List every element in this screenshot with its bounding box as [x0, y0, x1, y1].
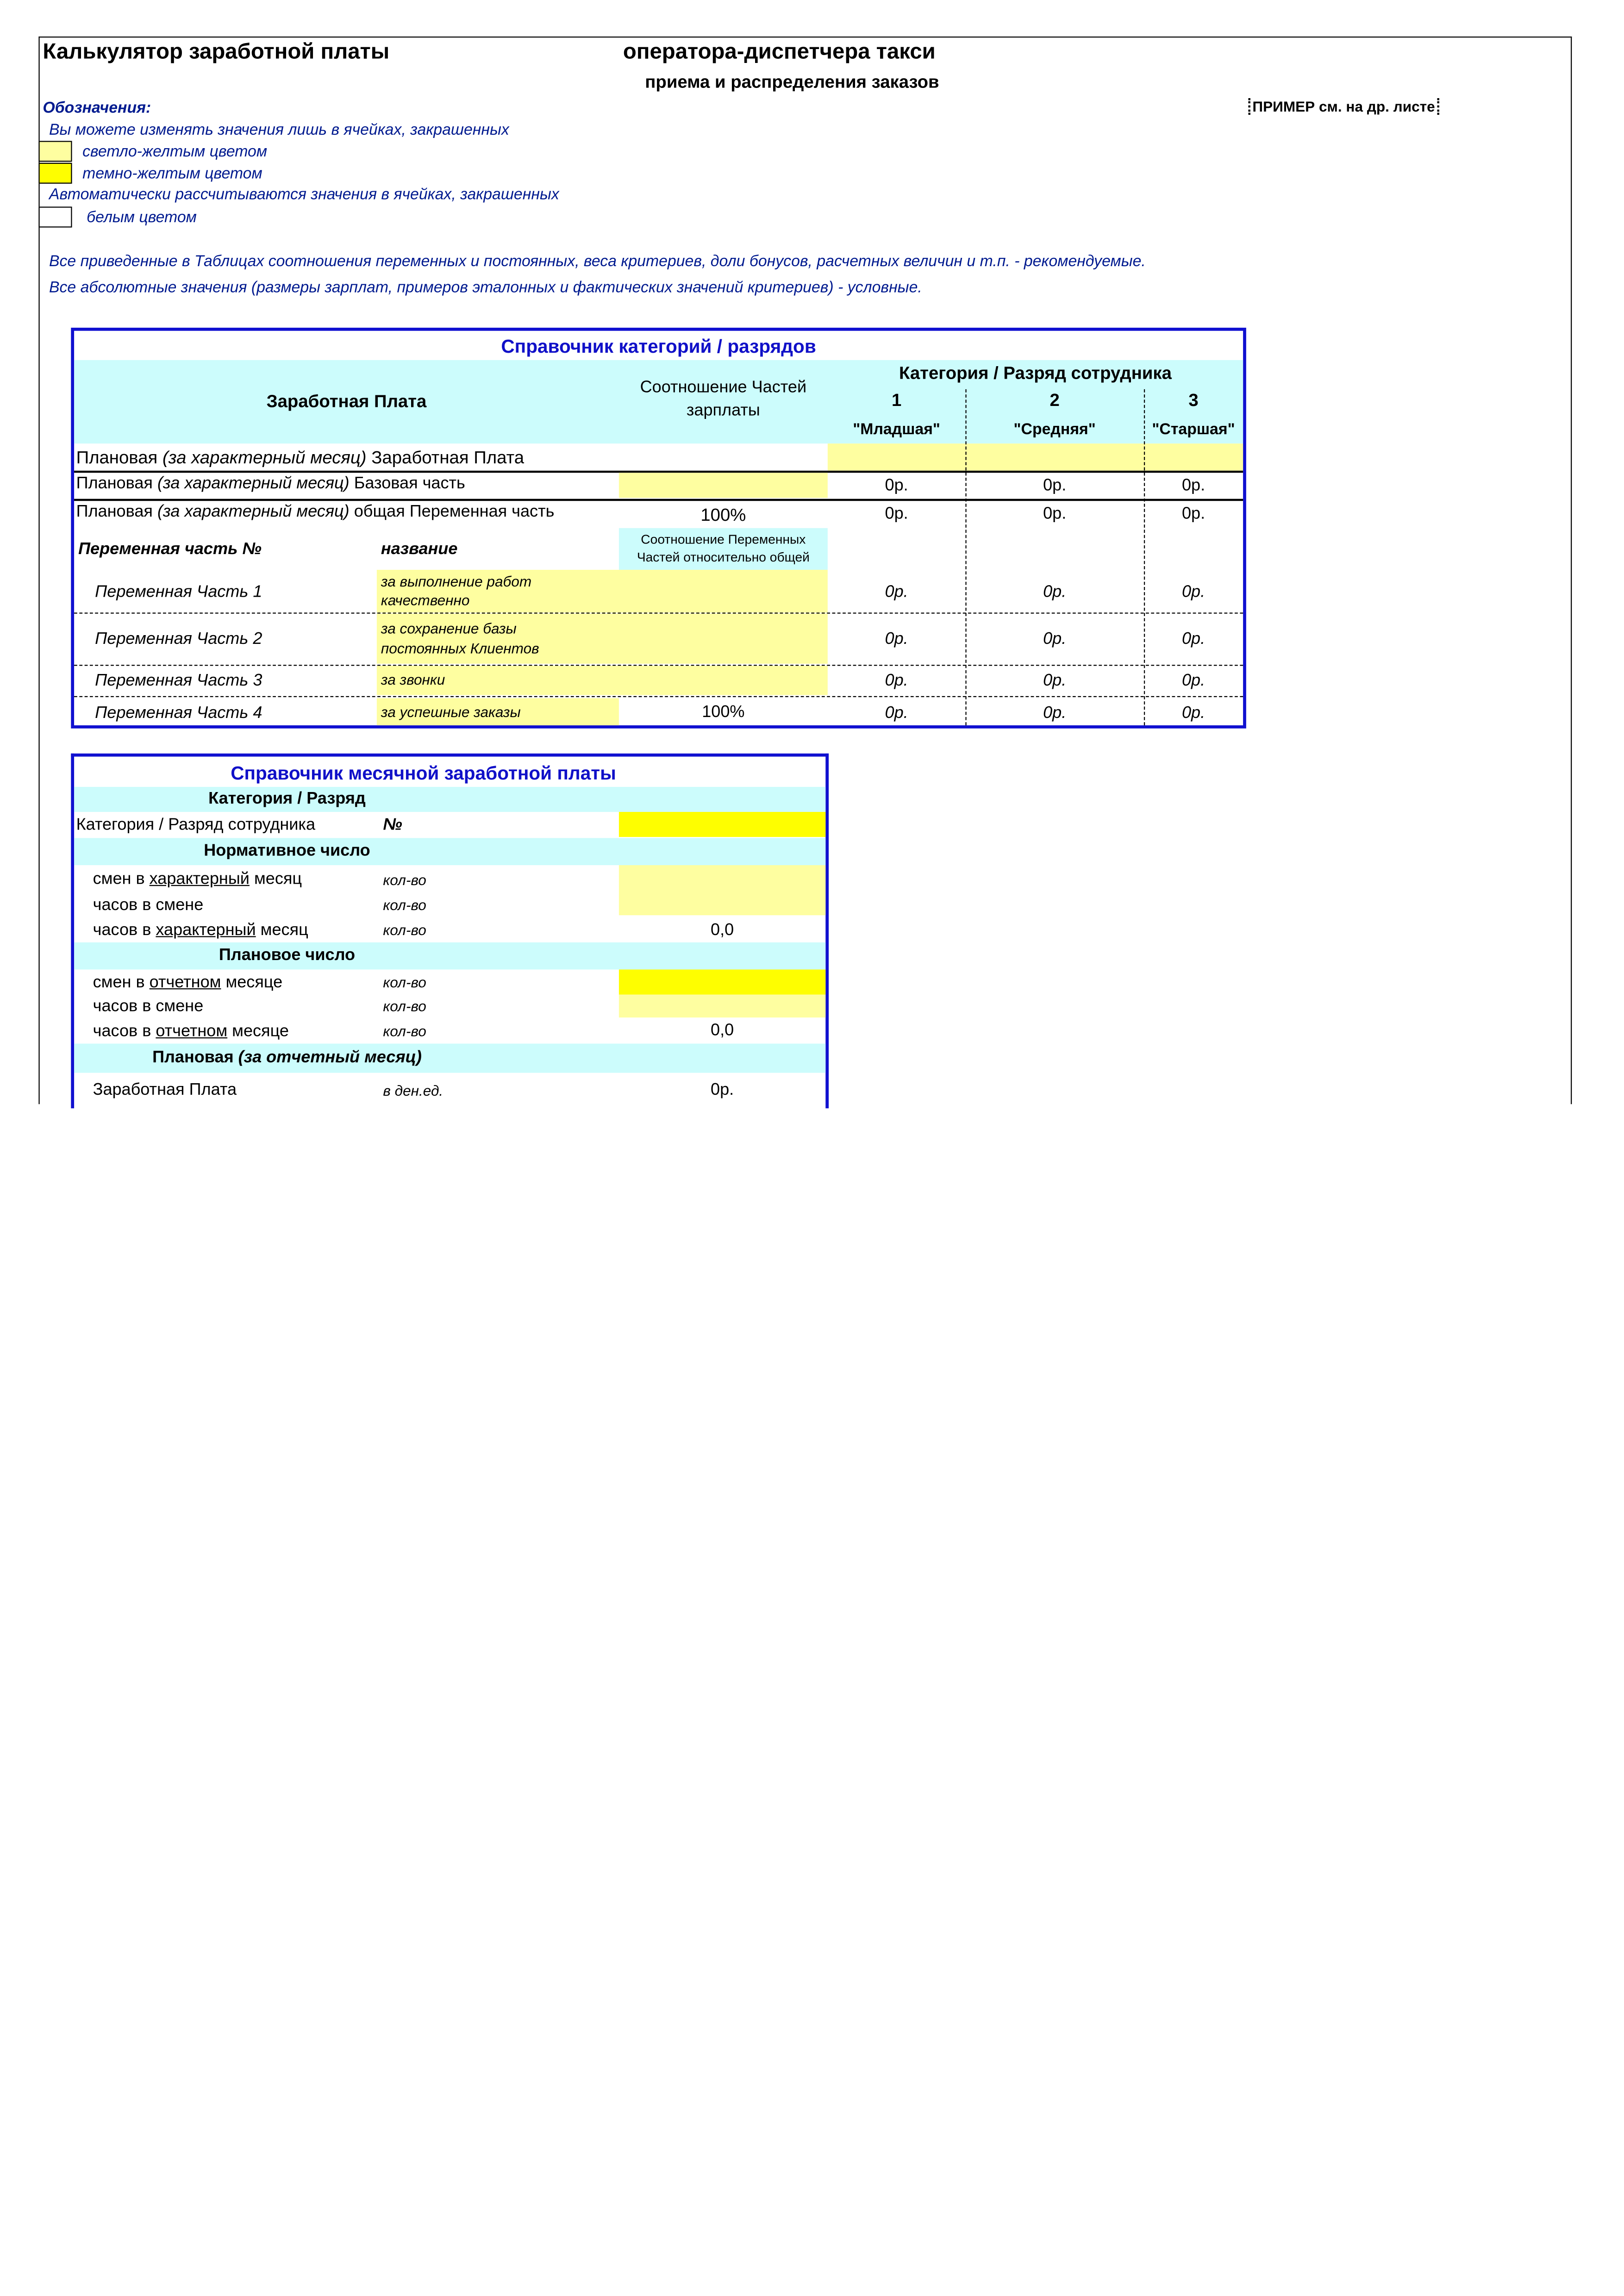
category-2-name: "Средняя" [1013, 420, 1096, 438]
note-conditional: Все абсолютные значения (размеры зарплат, примеров эталонных и фактических значений критериев) - условные. [49, 278, 922, 297]
salary-label: Заработная Плата [93, 1081, 237, 1099]
legend-light-yellow: светло-желтым цветом [82, 143, 268, 161]
planned-header: Плановая (за отчетный месяц) [74, 1044, 825, 1073]
norm-inputs[interactable] [619, 865, 825, 915]
salary-unit: в ден.ед. [383, 1082, 443, 1099]
var-part-1-name[interactable]: за выполнение работ качественно [377, 570, 828, 612]
planned-salary-label: Плановая (за характерный месяц) Заработная Плата [76, 448, 525, 468]
legend-dark-yellow: темно-желтым цветом [82, 165, 262, 183]
categories-table-title: Справочник категорий / разрядов [501, 336, 816, 357]
var-part-4-cat1: 0р. [885, 704, 908, 723]
var-part-4-cat3: 0р. [1181, 704, 1206, 723]
plan-hours-shift-unit: кол-во [383, 998, 426, 1015]
var-part-4-ratio: 100% [702, 703, 745, 721]
col-ratio-header: Соотношение Частей зарплаты [640, 379, 807, 420]
var-part-2-label: Переменная Часть 2 [95, 630, 262, 649]
category-1-name: "Младшая" [853, 420, 940, 438]
var-part-2-name[interactable]: за сохранение базы постоянных Клиентов [377, 614, 828, 664]
legend-editable-intro: Вы можете изменять значения лишь в ячейках, закрашенных [49, 121, 509, 139]
var-part-ratio-header: Соотношение Переменных Частей относительно общей [619, 528, 828, 570]
white-swatch [38, 206, 72, 227]
category-header: Категория / Разряд [74, 787, 825, 812]
note-recommended: Все приведенные в Таблицах соотношения переменных и постоянных, веса критериев, доли бонусов, расчетных величин и т.п. - рекомендуемые. [49, 252, 1146, 270]
var-part-1-cat1: 0р. [885, 583, 908, 601]
col-salary-header: Заработная Плата [266, 391, 427, 412]
var-part-3-cat1: 0р. [885, 672, 908, 690]
category-3-name: "Старшая" [1152, 420, 1235, 438]
norm-hours-month-unit: кол-во [383, 921, 426, 938]
norm-hours-shift-unit: кол-во [383, 896, 426, 913]
var-part-2-cat1: 0р. [885, 630, 908, 649]
legend-auto-intro: Автоматически рассчитываются значения в ячейках, закрашенных [49, 186, 559, 204]
page-title: Калькулятор заработной платы [43, 39, 390, 64]
base-part-cat3: 0р. [1181, 477, 1206, 495]
plan-shifts-unit: кол-во [383, 973, 426, 991]
category-3-num: 3 [1188, 390, 1199, 411]
norm-hours-month-value: 0,0 [711, 921, 734, 940]
category-1-num: 1 [891, 390, 902, 411]
norm-header: Нормативное число [74, 838, 825, 865]
norm-hours-month-label: часов в характерный месяц [93, 921, 308, 940]
base-part-ratio-input[interactable] [619, 473, 828, 498]
plan-hours-month-unit: кол-во [383, 1023, 426, 1040]
dark-yellow-swatch [38, 163, 72, 184]
legend-heading: Обозначения: [43, 99, 151, 117]
var-part-2-cat2: 0р. [1043, 630, 1067, 649]
plan-shifts-input[interactable] [619, 969, 825, 994]
variable-part-cat2: 0р. [1043, 505, 1067, 523]
var-part-3-cat2: 0р. [1043, 672, 1067, 690]
categories-table [71, 328, 1246, 729]
base-part-label: Плановая (за характерный месяц) Базовая часть [76, 474, 465, 493]
light-yellow-swatch [38, 141, 72, 162]
variable-part-ratio: 100% [700, 505, 746, 525]
var-part-4-label: Переменная Часть 4 [95, 704, 262, 723]
var-part-3-name[interactable]: за звонки [377, 666, 828, 695]
var-part-2-cat3: 0р. [1181, 630, 1206, 649]
norm-shifts-unit: кол-во [383, 871, 426, 888]
category-2-num: 2 [1049, 390, 1060, 411]
page-title-right: оператора-диспетчера такси [623, 39, 936, 64]
plan-header: Плановое число [74, 942, 825, 970]
var-part-1-label: Переменная Часть 1 [95, 583, 262, 601]
var-part-4-name[interactable]: за успешные заказы [377, 698, 619, 725]
category-input[interactable] [619, 812, 825, 837]
category-row-unit: № [383, 816, 402, 834]
plan-hours-month-value: 0,0 [711, 1022, 734, 1040]
var-part-3-cat3: 0р. [1181, 672, 1206, 690]
var-part-name-header: название [381, 540, 458, 559]
var-part-num-header: Переменная часть № [78, 540, 262, 559]
salary-value: 0р. [711, 1081, 734, 1099]
base-part-cat2: 0р. [1043, 477, 1067, 495]
plan-hours-month-label: часов в отчетном месяце [93, 1023, 289, 1041]
category-row-label: Категория / Разряд сотрудника [76, 816, 316, 834]
var-part-1-cat3: 0р. [1181, 583, 1206, 601]
norm-shifts-label: смен в характерный месяц [93, 870, 302, 888]
monthly-table-title: Справочник месячной заработной платы [231, 763, 616, 784]
norm-hours-shift-label: часов в смене [93, 896, 204, 914]
var-part-3-label: Переменная Часть 3 [95, 672, 262, 690]
planned-salary-inputs[interactable] [828, 443, 1243, 471]
variable-part-label: Плановая (за характерный месяц) общая Переменная часть [76, 503, 555, 521]
base-part-cat1: 0р. [885, 477, 908, 495]
var-part-1-cat2: 0р. [1043, 583, 1067, 601]
legend-white: белым цветом [87, 208, 197, 227]
plan-hours-shift-label: часов в смене [93, 998, 204, 1016]
variable-part-cat3: 0р. [1181, 505, 1206, 523]
example-link[interactable]: ПРИМЕР см. на др. листе [1248, 98, 1439, 115]
plan-hours-shift-input[interactable] [619, 995, 825, 1018]
col-category-header: Категория / Разряд сотрудника [899, 363, 1172, 383]
page-subtitle: приема и распределения заказов [645, 72, 939, 92]
variable-part-cat1: 0р. [885, 505, 908, 523]
plan-shifts-label: смен в отчетном месяце [93, 973, 283, 992]
monthly-table [71, 754, 829, 1109]
var-part-4-cat2: 0р. [1043, 704, 1067, 723]
